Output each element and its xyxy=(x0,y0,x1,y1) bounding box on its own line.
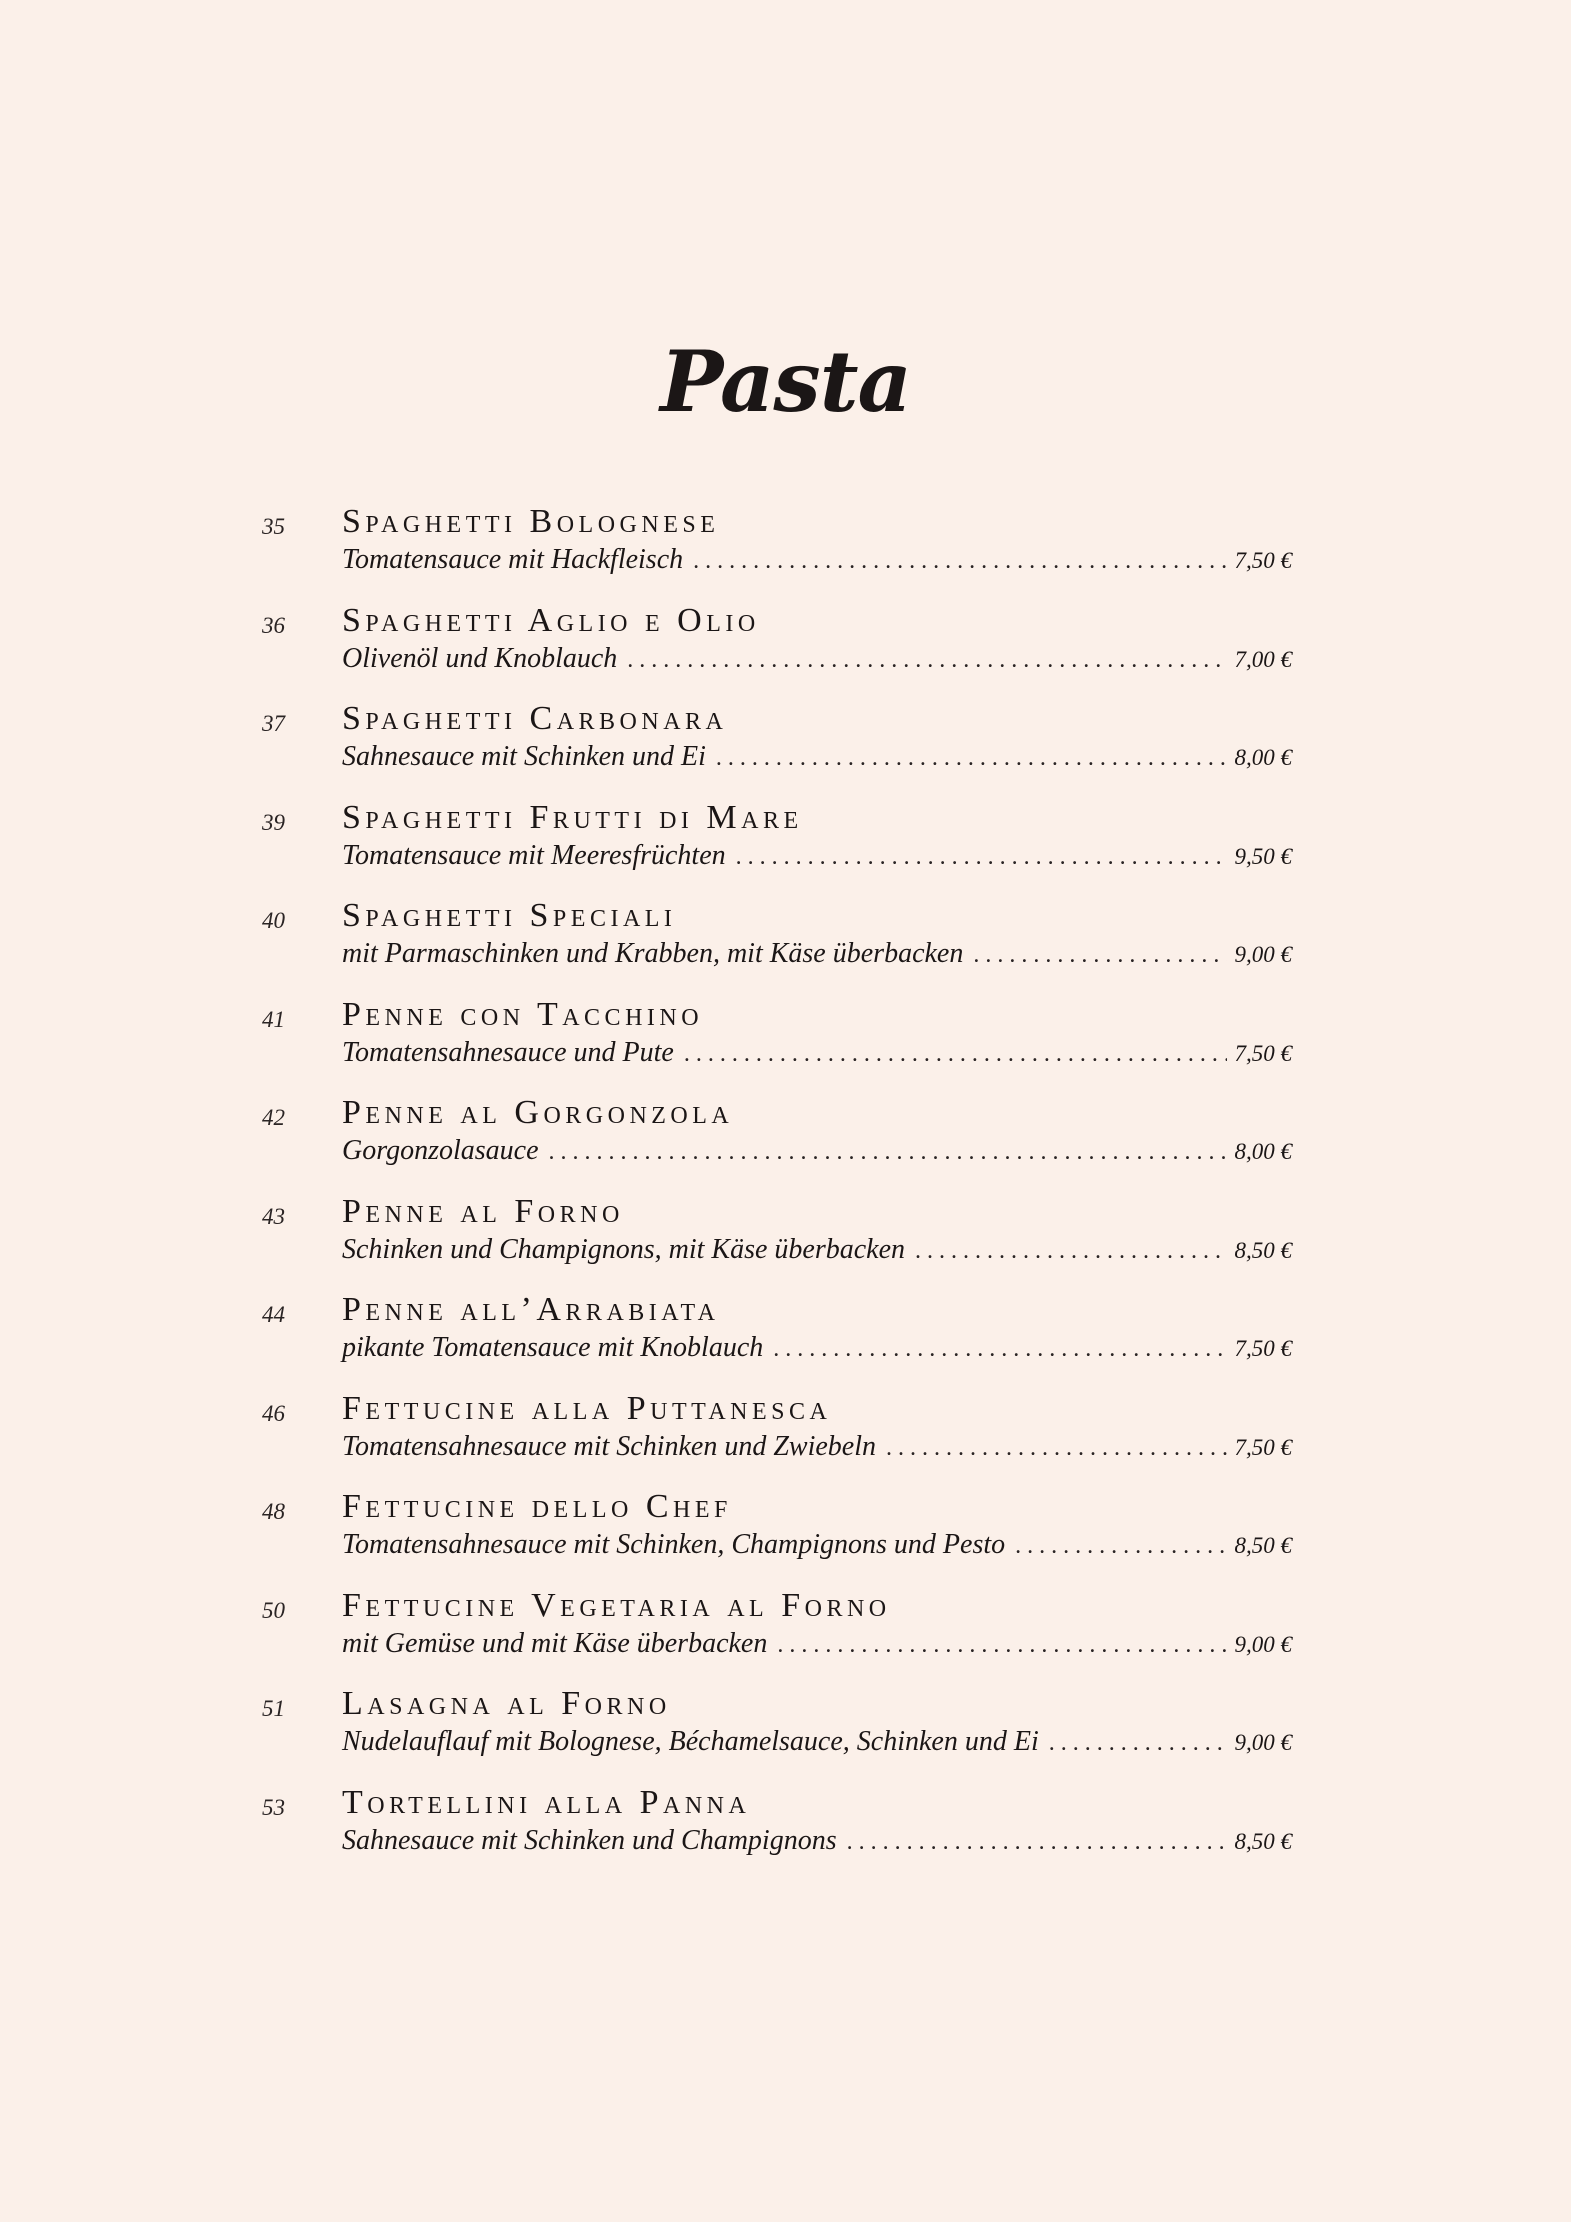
menu-item xyxy=(0,1387,1571,1486)
item-description: Tomatensauce mit Meeresfrüchten xyxy=(342,839,726,871)
item-price: 8,00 € xyxy=(1234,745,1292,770)
item-number: 43 xyxy=(262,1203,285,1229)
item-name: Fettucine Vegetaria al Forno xyxy=(342,1586,891,1624)
dot-leader xyxy=(963,942,1226,969)
item-price: 7,50 € xyxy=(1234,1434,1292,1460)
dot-leader xyxy=(767,1632,1226,1659)
dot-leader xyxy=(876,1435,1226,1462)
menu-item xyxy=(0,1190,1571,1289)
menu-item xyxy=(0,1288,1571,1387)
item-description: Schinken und Champignons, mit Käse überbacken xyxy=(342,1233,906,1265)
menu-item xyxy=(0,697,1571,796)
page-title: Pasta xyxy=(660,332,911,431)
item-price: 7,50 € xyxy=(1234,1336,1292,1361)
item-number: 50 xyxy=(262,1597,285,1623)
description-row xyxy=(342,1431,1292,1463)
item-price: 7,50 € xyxy=(1234,1040,1292,1066)
item-name: Spaghetti Frutti di Mare xyxy=(342,798,803,836)
item-description: Tomatensauce mit Hackfleisch xyxy=(342,544,684,575)
item-description: Tomatensahnesauce mit Schinken, Champignons und Pesto xyxy=(342,1529,1006,1560)
item-description: Tomatensahnesauce mit Schinken und Zwiebeln xyxy=(342,1430,877,1462)
dot-leader xyxy=(763,1336,1226,1363)
item-description: Sahnesauce mit Schinken und Ei xyxy=(342,741,706,772)
item-name: Spaghetti Carbonara xyxy=(342,700,728,737)
item-description: Olivenöl und Knoblauch xyxy=(342,642,618,674)
description-row xyxy=(342,1332,1292,1364)
item-description: pikante Tomatensauce mit Knoblauch xyxy=(342,1332,764,1363)
item-number: 53 xyxy=(262,1794,285,1820)
item-description: Sahnesauce mit Schinken und Champignons xyxy=(342,1824,837,1856)
item-price: 8,50 € xyxy=(1234,1237,1292,1263)
dot-leader xyxy=(905,1238,1226,1265)
item-number: 51 xyxy=(262,1696,285,1721)
description-row xyxy=(342,643,1292,675)
item-name: Spaghetti Bolognese xyxy=(342,503,720,540)
description-row xyxy=(342,1037,1292,1069)
item-price: 7,00 € xyxy=(1234,646,1292,672)
item-name: Penne al Forno xyxy=(342,1192,624,1230)
dot-leader xyxy=(726,844,1227,871)
description-row xyxy=(342,544,1292,576)
item-name: Lasagna al Forno xyxy=(342,1685,671,1722)
item-description: Gorgonzolasauce xyxy=(342,1135,539,1166)
item-description: Nudelauflauf mit Bolognese, Béchamelsauce, Schinken und Ei xyxy=(342,1726,1039,1757)
item-name: Fettucine dello Chef xyxy=(342,1488,732,1525)
item-number: 41 xyxy=(262,1006,285,1032)
item-number: 42 xyxy=(262,1105,285,1130)
dot-leader xyxy=(706,745,1227,772)
item-description: mit Parmaschinken und Krabben, mit Käse überbacken xyxy=(342,938,964,969)
menu-item xyxy=(0,796,1571,895)
menu-item xyxy=(0,993,1571,1092)
description-row xyxy=(342,1726,1292,1758)
item-name: Penne con Tacchino xyxy=(342,995,704,1033)
menu-item xyxy=(0,894,1571,993)
menu-item xyxy=(0,1584,1571,1683)
item-price: 8,50 € xyxy=(1234,1828,1292,1854)
dot-leader xyxy=(683,548,1226,575)
description-row xyxy=(342,1529,1292,1561)
menu-item xyxy=(0,1682,1571,1781)
menu-item xyxy=(0,500,1571,599)
dot-leader xyxy=(617,647,1226,674)
item-price: 9,50 € xyxy=(1234,843,1292,869)
item-number: 36 xyxy=(262,612,285,638)
item-number: 46 xyxy=(262,1400,285,1426)
item-number: 40 xyxy=(262,908,285,933)
description-row xyxy=(342,1234,1292,1266)
item-price: 9,00 € xyxy=(1234,1730,1292,1755)
item-name: Tortellini alla Panna xyxy=(342,1783,751,1821)
item-name: Spaghetti Speciali xyxy=(342,897,677,934)
item-number: 37 xyxy=(262,711,285,736)
description-row xyxy=(342,938,1292,970)
item-price: 9,00 € xyxy=(1234,942,1292,967)
menu-item xyxy=(0,599,1571,698)
dot-leader xyxy=(837,1829,1227,1856)
item-number: 48 xyxy=(262,1499,285,1524)
item-price: 8,50 € xyxy=(1234,1533,1292,1558)
menu-item xyxy=(0,1485,1571,1584)
item-name: Spaghetti Aglio e Olio xyxy=(342,601,760,639)
item-description: mit Gemüse und mit Käse überbacken xyxy=(342,1627,768,1659)
menu-item xyxy=(0,1091,1571,1190)
item-number: 35 xyxy=(262,514,285,539)
item-number: 39 xyxy=(262,809,285,835)
item-price: 7,50 € xyxy=(1234,548,1292,573)
dot-leader xyxy=(674,1041,1227,1068)
description-row xyxy=(342,1135,1292,1167)
item-price: 9,00 € xyxy=(1234,1631,1292,1657)
menu-item xyxy=(0,1781,1571,1880)
item-price: 8,00 € xyxy=(1234,1139,1292,1164)
description-row xyxy=(342,1628,1292,1660)
item-name: Penne all’Arrabiata xyxy=(342,1291,720,1328)
description-row xyxy=(342,840,1292,872)
item-description: Tomatensahnesauce und Pute xyxy=(342,1036,674,1068)
dot-leader xyxy=(539,1139,1227,1166)
description-row xyxy=(342,741,1292,773)
dot-leader xyxy=(1039,1730,1227,1757)
description-row xyxy=(342,1825,1292,1857)
dot-leader xyxy=(1005,1533,1226,1560)
menu-list xyxy=(0,500,1571,1879)
item-name: Penne al Gorgonzola xyxy=(342,1094,734,1131)
item-name: Fettucine alla Puttanesca xyxy=(342,1389,832,1427)
item-number: 44 xyxy=(262,1302,285,1327)
